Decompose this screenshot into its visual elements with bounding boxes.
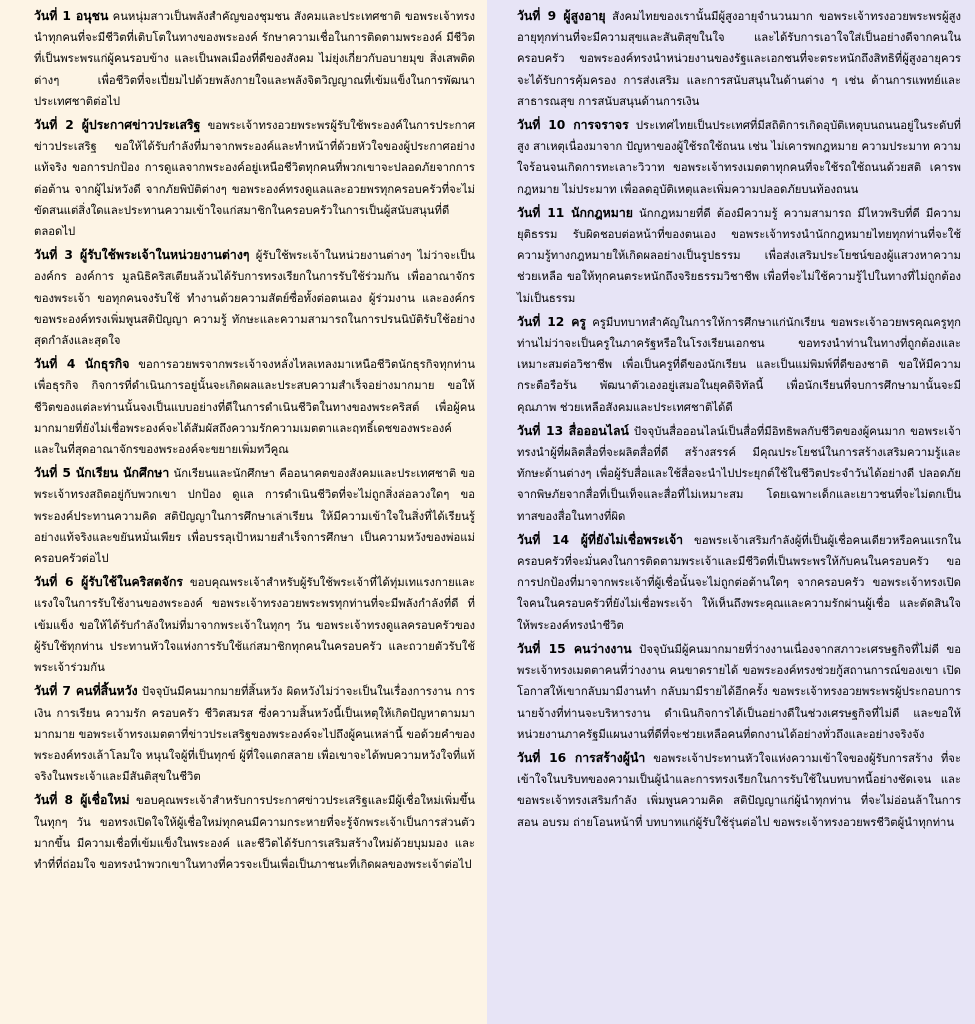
prayer-entry-day-1 <box>34 6 475 112</box>
entry-body: ประเทศไทยเป็นประเทศที่มีสถิติการเกิดอุบัติเหตุบนถนนอยู่ในระดับที่สูง สาเหตุเนื่องมาจาก ปัญหาของผู้ใช้รถใช้ถนน เช่น ไม่เคารพกฎหมาย ความประมาท ความใจร้อนจนเกิดการทะเลาะวิวาท ขอพระเจ้าทรงเมตตาทุกคนที่จะใช้รถใช้ถนนด้วยสติ เคารพกฎหมาย ไม่ประมาท เพื่อลดอุบัติเหตุและเพิ่มความปลอดภัยบนท้องถนน <box>517 119 962 196</box>
entry-body: ขอการอวยพรจากพระเจ้าจงหลั่งไหลเทลงมาเหนือชีวิตนักธุรกิจทุกท่าน เพื่อธุรกิจ กิจการที่ดำเนินการอยู่นั้นจะเกิดผลและประสบความสำเร็จอย่างมากมาย ขอให้ชีวิตของแต่ละท่านนั้นจงเป็นแบบอย่างที่ดีในการดำเนินชีวิตในทางของพระคริสต์ เพื่อผู้คนมากมายที่ยังไม่เชื่อพระองค์จะได้สัมผัสถึงความรักความเมตตาและฤทธิ์เดชของพระองค์ และในที่สุดอาณาจักรของพระองค์จะขยายเพิ่มทวีคูณ <box>34 358 475 457</box>
entry-body: นักกฎหมายที่ดี ต้องมีความรู้ ความสามารถ มีไหวพริบที่ดี มีความยุติธรรม รับผิดชอบต่อหน้าที่ของตนเอง ขอพระเจ้าทรงนำนักกฎหมายไทยทุกท่านที่จะใช้ความรู้ทางกฎหมายให้เกิดผลอย่างเป็นรูปธรรม เพื่อส่งเสริมประโยชน์ของผู้แสวงหาความช่วยเหลือ ขอให้ทุกคนตระหนักถึงจริยธรรมวิชาชีพ เพื่อที่จะไม่ใช้ความรู้ไปในทางที่ไม่ถูกต้องไม่เป็นธรรม <box>517 206 961 305</box>
prayer-entry-day-14 <box>517 530 961 636</box>
right-column <box>487 0 975 1024</box>
prayer-entry-day-16 <box>517 748 961 833</box>
entry-heading: วันที่ 8 ผู้เชื่อใหม่ <box>34 793 130 808</box>
entry-body: คนหนุ่มสาวเป็นพลังสำคัญของชุมชน สังคมและประเทศชาติ ขอพระเจ้าทรงนำทุกคนที่จะมีชีวิตที่เติบโตในทางของพระองค์ รักษาความเชื่อในการติดตามพระองค์ มีชีวิตที่เป็นพระพรแก่ผู้คนรอบข้าง และเป็นพลเมืองที่ดีของสังคม ไม่ยุ่งเกี่ยวกับอบายมุข สิ่งเสพติดต่างๆ เพื่อชีวิตที่จะเปี่ยมไปด้วยพลังกายใจและพลังจิตวิญญาณที่เข้มแข็งในการพัฒนาประเทศชาติต่อไป <box>34 10 475 108</box>
entry-heading: วันที่ 5 นักเรียน นักศึกษา <box>34 466 170 481</box>
entry-body: ขอบคุณพระเจ้าสำหรับผู้รับใช้พระเจ้าที่ได้ทุ่มเทแรงกายและแรงใจในการรับใช้งานของพระองค์ ขอพระเจ้าทรงอวยพระพรทุกท่านที่จะมีพลังกำลังที่ดี ที่เข้มแข็ง ขอให้ได้รับกำลังใหม่ที่มาจากพระเจ้าในทุกๆ วัน ขอพระเจ้าทรงดูแลครอบครัวของผู้รับใช้ทุกท่าน ประทานหัวใจแห่งการรับใช้แก่สมาชิกทุกคนในครอบครัว และถวายตัวรับใช้พระเจ้าร่วมกัน <box>34 576 475 675</box>
prayer-entry-day-15 <box>517 639 961 745</box>
prayer-entry-day-6 <box>34 572 475 678</box>
entry-heading: วันที่ 12 ครู <box>517 314 587 329</box>
entry-body: ขอพระเจ้าประทานหัวใจแห่งความเข้าใจของผู้รับการสร้าง ที่จะเข้าใจในบริบทของความเป็นผู้นำและการทรงเรียกในการรับใช้ในบทบาทนี้อย่างชัดเจน และขอพระเจ้าทรงเสริมกำลัง เพิ่มพูนความคิด สติปัญญาแก่ผู้นำทุกท่าน ที่จะไม่อ่อนล้าในการสอน อบรม ถ่ายโอนหน้าที่ บทบาทแก่ผู้รับใช้รุ่นต่อไป ขอพระเจ้าทรงอวยพรชีวิตผู้นำทุกท่าน <box>517 751 961 829</box>
entry-body: ปัจจุบันสื่อออนไลน์เป็นสื่อที่มีอิทธิพลกับชีวิตของผู้คนมาก ขอพระเจ้าทรงนำผู้ที่ผลิตสื่อที่จะผลิตสื่อที่ดี สร้างสรรค์ มีคุณประโยชน์ในการสร้างเสริมความรู้และทักษะด้านต่างๆ เพื่อผู้รับสื่อและใช้สื่อจะนำไปประยุกต์ใช้ในชีวิตประจำวันได้อย่างดี ปลอดภัยจากพิษภัยจากสื่อที่เป็นเท็จและสื่อที่ไม่เหมาะสม โดยเฉพาะเด็กและเยาวชนที่จะไม่ตกเป็นทาสของสื่อในทางที่ผิด <box>517 424 961 523</box>
entry-heading: วันที่ 11 นักกฎหมาย <box>517 205 633 220</box>
entry-heading: วันที่ 4 นักธุรกิจ <box>34 357 130 372</box>
prayer-entry-day-8 <box>34 790 475 875</box>
prayer-entry-day-3 <box>34 245 475 351</box>
prayer-entry-day-12 <box>517 312 961 418</box>
entry-heading: วันที่ 13 สื่อออนไลน์ <box>517 423 629 438</box>
entry-heading: วันที่ 10 การจราจร <box>517 118 629 133</box>
entry-heading: วันที่ 3 ผู้รับใช้พระเจ้าในหน่วยงานต่างๆ <box>34 248 250 263</box>
prayer-entry-day-13 <box>517 421 961 527</box>
entry-heading: วันที่ 14 ผู้ที่ยังไม่เชื่อพระเจ้า <box>517 532 684 547</box>
entry-body: ปัจจุบันมีคนมากมายที่สิ้นหวัง ผิดหวังไม่ว่าจะเป็นในเรื่องการงาน การเงิน การเรียน ความรัก ครอบครัว ชีวิตสมรส ซึ่งความสิ้นหวังนี้เป็นเหตุให้เกิดปัญหาตามมามากมาย ขอพระเจ้าทรงเมตตาที่ข่าวประเสริฐของพระองค์จะไปถึงผู้คนเหล่านี้ ขอด้วยคำของพระองค์ทรงเล้าโลมใจ หนุนใจผู้ที่เป็นทุกข์ ผู้ที่ใจแตกสลาย เพื่อเขาจะได้พบความหวังใจที่แท้จริงในพระเจ้าและมีสันติสุขในชีวิต <box>34 685 475 784</box>
entry-body: ขอพระเจ้าเสริมกำลังผู้ที่เป็นผู้เชื่อคนเดียวหรือคนแรกในครอบครัวที่จะมั่นคงในการติดตามพระเจ้าและมีชีวิตที่เป็นพระพรให้กับคนในครอบครัว ขอการปกป้องที่มาจากพระเจ้าที่ผู้เชื่อนั้นจะไม่ถูกต่อต้านใดๆ จากครอบครัว ขอพระเจ้าทรงเปิดใจคนในครอบครัวที่ยังไม่เชื่อพระเจ้า ให้เห็นถึงพระคุณและความรักผ่านผู้เชื่อ และตัดสินใจให้พระองค์ทรงนำชีวิต <box>517 533 961 632</box>
entry-heading: วันที่ 7 คนที่สิ้นหวัง <box>34 684 138 699</box>
entry-body: สังคมไทยของเรานั้นมีผู้สูงอายุจำนวนมาก ขอพระเจ้าทรงอวยพระพรผู้สูงอายุทุกท่านที่จะมีความสุขและสันติสุขในใจ และได้รับการเอาใจใส่เป็นอย่างดีจากคนในครอบครัว ขอพระองค์ทรงนำหน่วยงานของรัฐและเอกชนที่จะตระหนักถึงสิทธิที่ผู้สูงอายุควรจะได้รับการคุ้มครอง การส่งเสริม และการสนับสนุนในด้านต่าง ๆ เช่น ด้านการแพทย์และสาธารณสุข การสนับสนุนด้านการเงิน <box>517 10 962 108</box>
entry-body: นักเรียนและนักศึกษา คืออนาคตของสังคมและประเทศชาติ ขอพระเจ้าทรงสถิตอยู่กับพวกเขา ปกป้อง ดูแล การดำเนินชีวิตที่จะไม่ถูกสิ่งล่อลวงใดๆ ขอพระองค์ประทานความคิด สติปัญญาในการศึกษาเล่าเรียน ให้มีความเข้าใจในสิ่งที่ได้เรียนรู้อย่างแท้จริงและขยันหมั่นเพียร เพื่อบรรลุเป้าหมายสำเร็จการศึกษา เป็นความหวังของพ่อแม่ ครอบครัวต่อไป <box>34 467 475 566</box>
entry-heading: วันที่ 2 ผู้ประกาศข่าวประเสริฐ <box>34 118 201 133</box>
entry-heading: วันที่ 1 อนุชน <box>34 9 109 23</box>
prayer-entry-day-2 <box>34 115 475 242</box>
entry-body: ครูมีบทบาทสำคัญในการให้การศึกษาแก่นักเรียน ขอพระเจ้าอวยพรคุณครูทุกท่านไม่ว่าจะเป็นครูในภาครัฐหรือในโรงเรียนเอกชน ขอทรงนำท่านในทางที่ถูกต้องและเหมาะสมต่อวิชาชีพ เพื่อเป็นครูที่ดีของนักเรียน และเป็นแม่พิมพ์ที่ดีของชาติ ขอให้มีความกระตือรือร้น พัฒนาตัวเองอยู่เสมอในยุคดิจิทัลนี้ เพื่อนักเรียนที่จบการศึกษามานั้นจะมีคุณภาพ ช่วยเหลือสังคมและประเทศชาติได้ดี <box>517 315 961 414</box>
entry-heading: วันที่ 9 ผู้สูงอายุ <box>517 9 606 23</box>
entry-heading: วันที่ 16 การสร้างผู้นำ <box>517 750 646 765</box>
prayer-entry-day-9 <box>517 6 961 112</box>
prayer-entry-day-11 <box>517 203 961 309</box>
entry-body: ขอบคุณพระเจ้าสำหรับการประกาศข่าวประเสริฐและมีผู้เชื่อใหม่เพิ่มขึ้นในทุกๆ วัน ขอทรงเปิดใจให้ผู้เชื่อใหม่ทุกคนมีความกระหายที่จะรู้จักพระเจ้าเป็นการส่วนตัวมากขึ้น มีความเชื่อที่เข้มแข็งในพระองค์ และชีวิตได้รับการเสริมสร้างใหม่ด้วยบุมมอง และทำที่ที่ถ่อมใจ ขอทรงนำพวกเขาในทางที่ควรจะเป็นเพื่อเป็นภาชนะที่เกิดผลของพระเจ้าต่อไป <box>34 794 475 871</box>
prayer-entry-day-5 <box>34 463 475 569</box>
entry-heading: วันที่ 15 คนว่างงาน <box>517 641 632 656</box>
prayer-entry-day-10 <box>517 115 961 200</box>
entry-heading: วันที่ 6 ผู้รับใช้ในคริสตจักร <box>34 575 184 590</box>
entry-body: ขอพระเจ้าทรงอวยพระพรผู้รับใช้พระองค์ในการประกาศข่าวประเสริฐ ขอให้ได้รับกำลังที่มาจากพระองค์และทำหน้าที่ด้วยหัวใจของผู้ประกาศอย่างแท้จริง ขอการปกป้อง การดูแลจากพระองค์อยู่เหนือชีวิตทุกคนที่พวกเขาจะปลอดภัยจากการต่อต้าน จากผู้ไม่หวังดี จากภัยพิบัติต่างๆ ขอพระองค์ทรงดูแลและอวยพรทุกครอบครัวที่จะไม่ขัดสนแต่สิ่งใดและประทานความเข้าใจแก่สมาชิกในครอบครัวในการเป็นผู้สนับสนุนที่ดีตลอดไป <box>34 119 475 239</box>
entry-body: ผู้รับใช้พระเจ้าในหน่วยงานต่างๆ ไม่ว่าจะเป็น องค์กร องค์การ มูลนิธิคริสเตียนล้วนได้รับการทรงเรียกในการรับใช้ร่วมกัน เพื่ออาณาจักรของพระเจ้า ขอทุกคนจงรับใช้ ทำงานด้วยความสัตย์ซื่อทั้งต่อตนเอง ผู้ร่วมงาน และองค์กร ขอพระองค์ทรงเพิ่มพูนสติปัญญา ความรู้ ทักษะและความสามารถในการปรนนิบัติรับใช้อย่างสุดกำลังและสุดใจ <box>34 249 475 348</box>
prayer-entry-day-4 <box>34 354 475 460</box>
entry-body: ปัจจุบันมีผู้คนมากมายที่ว่างงานเนื่องจากสภาวะเศรษฐกิจที่ไม่ดี ขอพระเจ้าทรงเมตตาคนที่ว่างงาน คนขาดรายได้ ขอพระองค์ทรงช่วยกู้สถานการณ์ของเขา เปิดโอกาสให้เขากลับมามีงานทำ กลับมามีรายได้อีกครั้ง ขอพระเจ้าทรงอวยพระพรผู้ประกอบการ นายจ้างที่ท่านจะบริหารงาน ดำเนินกิจการได้เป็นอย่างดีในช่วงเศรษฐกิจที่ไม่ดี และขอให้หน่วยงานภาครัฐมีแผนงานที่ดีที่จะช่วยเหลือคนที่ตกงานได้อย่างทั่วถึงและอย่างจริงจัง <box>517 642 961 741</box>
prayer-entry-day-7 <box>34 681 475 787</box>
left-column <box>0 0 487 1024</box>
